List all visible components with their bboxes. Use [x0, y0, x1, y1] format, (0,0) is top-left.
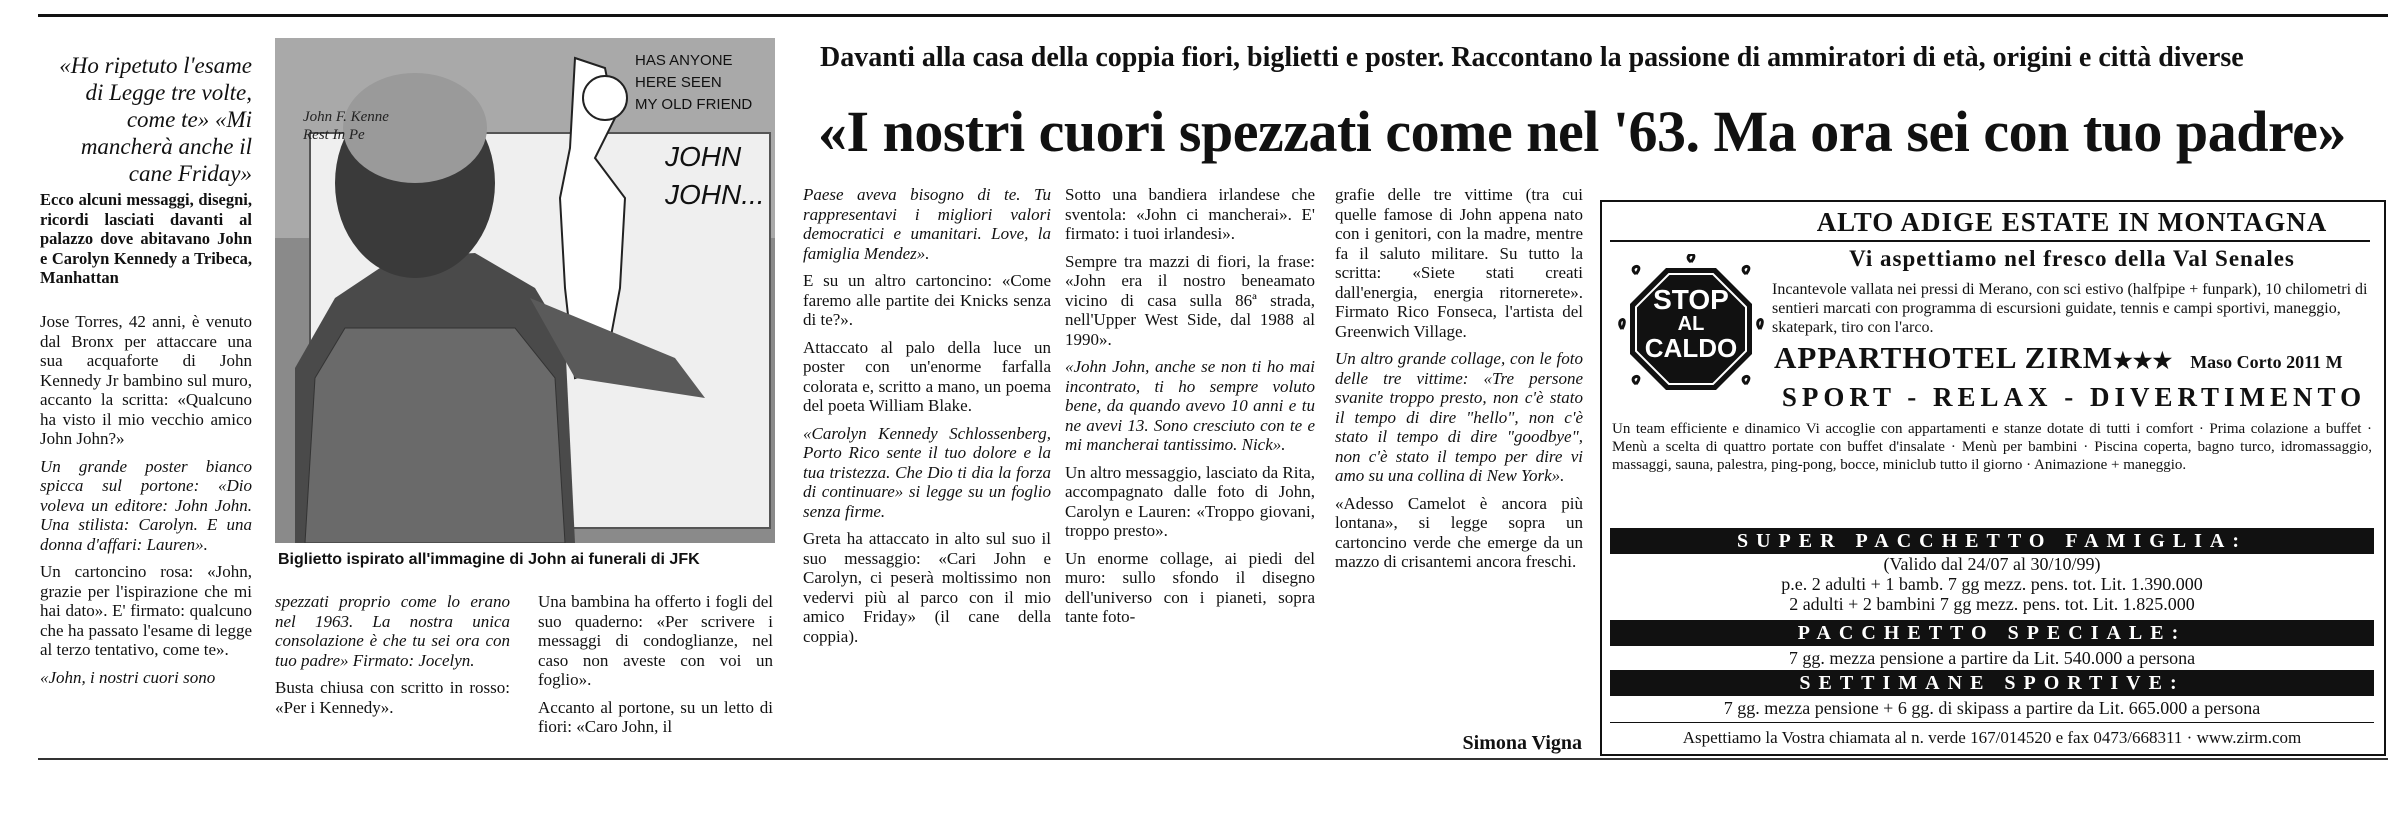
column-3	[803, 185, 1051, 654]
poster-text: HAS ANYONE HERE SEEN MY OLD FRIEND	[635, 52, 753, 113]
ad-bar-sportive: SETTIMANE SPORTIVE:	[1610, 670, 2374, 696]
paragraph: Busta chiusa con scritto in rosso: «Per i Kennedy».	[275, 678, 510, 717]
paragraph: Paese aveva bisogno di te. Tu rappresentavi i migliori valori democratici e umanitari. Love, la famiglia Mendez».	[803, 185, 1051, 263]
ad-price-4: 7 gg. mezza pensione + 6 gg. di skipass a partire da Lit. 665.000 a persona	[1723, 698, 2261, 718]
photo-caption: Biglietto ispirato all'immagine di John ai funerali di JFK	[278, 551, 700, 568]
bottom-rule	[38, 758, 2388, 760]
pull-quote: «Ho ripetuto l'esame di Legge tre volte, come te» «Mi mancherà anche il cane Friday»	[59, 53, 252, 186]
top-rule	[38, 14, 2388, 17]
ad-price-1: p.e. 2 adulti + 1 bamb. 7 gg mezz. pens. tot. Lit. 1.390.000	[1781, 574, 2203, 594]
column-2b	[538, 592, 773, 745]
ad-price-3: 7 gg. mezza pensione a partire da Lit. 540.000 a persona	[1788, 648, 2196, 668]
paragraph: Un grande poster bianco spicca sul portone: «Dio voleva un editore: John John. Una stilista: Carolyn. E una donna d'affari: Lauren».	[40, 456, 252, 554]
paragraph: Accanto al portone, su un letto di fiori: «Caro John, il	[538, 697, 773, 736]
paragraph: Un cartoncino rosa: «John, grazie per l'ispirazione che mi hai dato». E' firmato: qualcuno che ha passato l'esame di legge al terzo tentativo, come te».	[40, 562, 252, 659]
paragraph: Un altro grande collage, con le foto delle tre vittime: «Tre persone svanite troppo presto, non c'è stato il tempo di dire "hello", non c'è stato il tempo di dire "goodbye", non c'è stato il tempo per dire vi amo su una collina di New York».	[1335, 349, 1583, 485]
stop-al-caldo-icon: STOP AL CALDO	[1616, 254, 1766, 404]
ad-tagline: SPORT - RELAX - DIVERTIMENTO	[1781, 382, 2367, 412]
hotel-stars: ★★★	[2113, 348, 2173, 373]
ad-rule	[1610, 722, 2374, 723]
paragraph: «John John, anche se non ti ho mai incontrato, ti ho sempre voluto bene, da quando avevo 10 anni e tu ne avevi 13. Sono cresciuto con te e mi mancherai tantissimo. Nick».	[1065, 357, 1315, 454]
hotel-line	[1774, 340, 2374, 376]
ad-contact: Aspettiamo la Vostra chiamata al n. verde 167/014520 e fax 0473/668311 · www.zirm.com	[1682, 728, 2302, 747]
byline: Simona Vigna	[1462, 732, 1582, 754]
intro-text: Ecco alcuni messaggi, disegni, ricordi lasciati davanti al palazzo dove abitavano John e Carolyn Kennedy a Tribeca, Manhattan	[40, 190, 252, 287]
ad-description: Incantevole vallata nei pressi di Merano, con sci estivo (halfpipe + funpark), 10 chilometri di sentieri marcati con programma di escursioni guidate, tennis e campi sportivi, maneggio, skatepark, tiro con l'arco.	[1772, 281, 2368, 336]
ad-subtitle: Vi aspettiamo nel fresco della Val Senales	[1849, 246, 2295, 271]
paragraph: Un altro messaggio, lasciato da Rita, accompagnato dalle foto di John, Carolyn e Lauren: «Troppo giovani, troppo presto».	[1065, 462, 1315, 540]
paragraph: «Carolyn Kennedy Schlossenberg, Porto Rico sente il tuo dolore e la tua tristezza. Che Dio ti dia la forza di continuare» si legge su un foglio senza firme.	[803, 423, 1051, 521]
paragraph: Una bambina ha offerto i fogli del suo quaderno: «Per scrivere i messaggi di condoglianze, nel caso non aveste con voi un foglio».	[538, 592, 773, 689]
kicker: Davanti alla casa della coppia fiori, biglietti e poster. Raccontano la passione di ammiratori di età, origini e città diverse	[820, 42, 2244, 73]
paragraph: Greta ha attaccato in alto sul suo il suo messaggio: «Cari John e Carolyn, ci peserà moltissimo non vedervi più al parco con il mio amico Friday» (il cane della coppia).	[803, 529, 1051, 646]
paragraph: Un enorme collage, ai piedi del muro: sullo sfondo il disegno dell'universo con i pianeti, sopra tante foto-	[1065, 548, 1315, 626]
paragraph: Sotto una bandiera irlandese che sventola: «John ci mancherai». E' firmato: i tuoi irlandesi».	[1065, 185, 1315, 243]
paragraph: Jose Torres, 42 anni, è venuto dal Bronx per attaccare una sua acquaforte di John Kennedy Jr bambino sul muro, accanto la scritta: «Qualcuno ha visto il mio vecchio amico John John?»	[40, 312, 252, 448]
column-2a	[275, 592, 510, 725]
ad-valid: (Valido dal 24/07 al 30/10/99)	[1883, 554, 2101, 574]
column-5	[1335, 185, 1583, 580]
poster-small-text: John F. Kenne Rest In Pe	[303, 109, 389, 143]
paragraph: Sempre tra mazzi di fiori, la frase: «John era il nostro beneamato vicino di casa sulla 86ª strada, nell'Upper West Side, dal 1988 al 1990».	[1065, 251, 1315, 349]
ad-rule	[1610, 240, 2370, 242]
paragraph: spezzati proprio come lo erano nel 1963. La nostra unica consolazione è che tu sei ora con tuo padre» Firmato: Jocelyn.	[275, 592, 510, 670]
paragraph: grafie delle tre vittime (tra cui quelle famose di John appena nato con i genitori, con la madre, mentre fa il saluto militare. Su tutto la scritta: «Siete stati creati dall'energia, energia ritornerete». Firmato Rico Fonseca, l'artista del Greenwich Village.	[1335, 185, 1583, 341]
headline: «I nostri cuori spezzati come nel '63. Ma ora sei con tuo padre»	[818, 99, 2346, 164]
poster-name: JOHN JOHN...	[665, 141, 765, 210]
column-4	[1065, 185, 1315, 635]
hotel-location: Maso Corto 2011 M	[2190, 352, 2343, 372]
paragraph: «Adesso Camelot è ancora più lontana», si legge sopra un cartoncino verde che emerge da un mazzo di crisantemi ancora freschi.	[1335, 493, 1583, 571]
ad-bar-speciale: PACCHETTO SPECIALE:	[1610, 620, 2374, 646]
hotel-name: APPARTHOTEL ZIRM	[1774, 340, 2114, 375]
advertisement	[1600, 200, 2386, 756]
ad-price-2: 2 adulti + 2 bambini 7 gg mezz. pens. tot. Lit. 1.825.000	[1789, 594, 2195, 614]
ad-services: Un team efficiente e dinamico Vi accoglie con appartamenti e stanze dotate di tutti i comfort · Prima colazione a buffet · Menù a scelta di quattro portate con buffet d'insalate · Menù per bambini · Piscina coperta, bagno turco, idromassaggio, massaggi, sauna, palestra, ping-pong, bocce, miniclub tutto il giorno · Animazione + maneggio.	[1612, 421, 2372, 473]
paragraph: Attaccato al palo della luce un poster con un'enorme farfalla colorata e, scritto a mano, un poema del poeta William Blake.	[803, 337, 1051, 415]
column-1	[40, 312, 252, 695]
paragraph: «John, i nostri cuori sono	[40, 667, 216, 687]
paragraph: E su un altro cartoncino: «Come faremo alle partite dei Knicks senza di te?».	[803, 271, 1051, 329]
ad-bar-famiglia: SUPER PACCHETTO FAMIGLIA:	[1610, 528, 2374, 554]
photo	[275, 38, 775, 543]
ad-title: ALTO ADIGE ESTATE IN MONTAGNA	[1816, 207, 2328, 237]
